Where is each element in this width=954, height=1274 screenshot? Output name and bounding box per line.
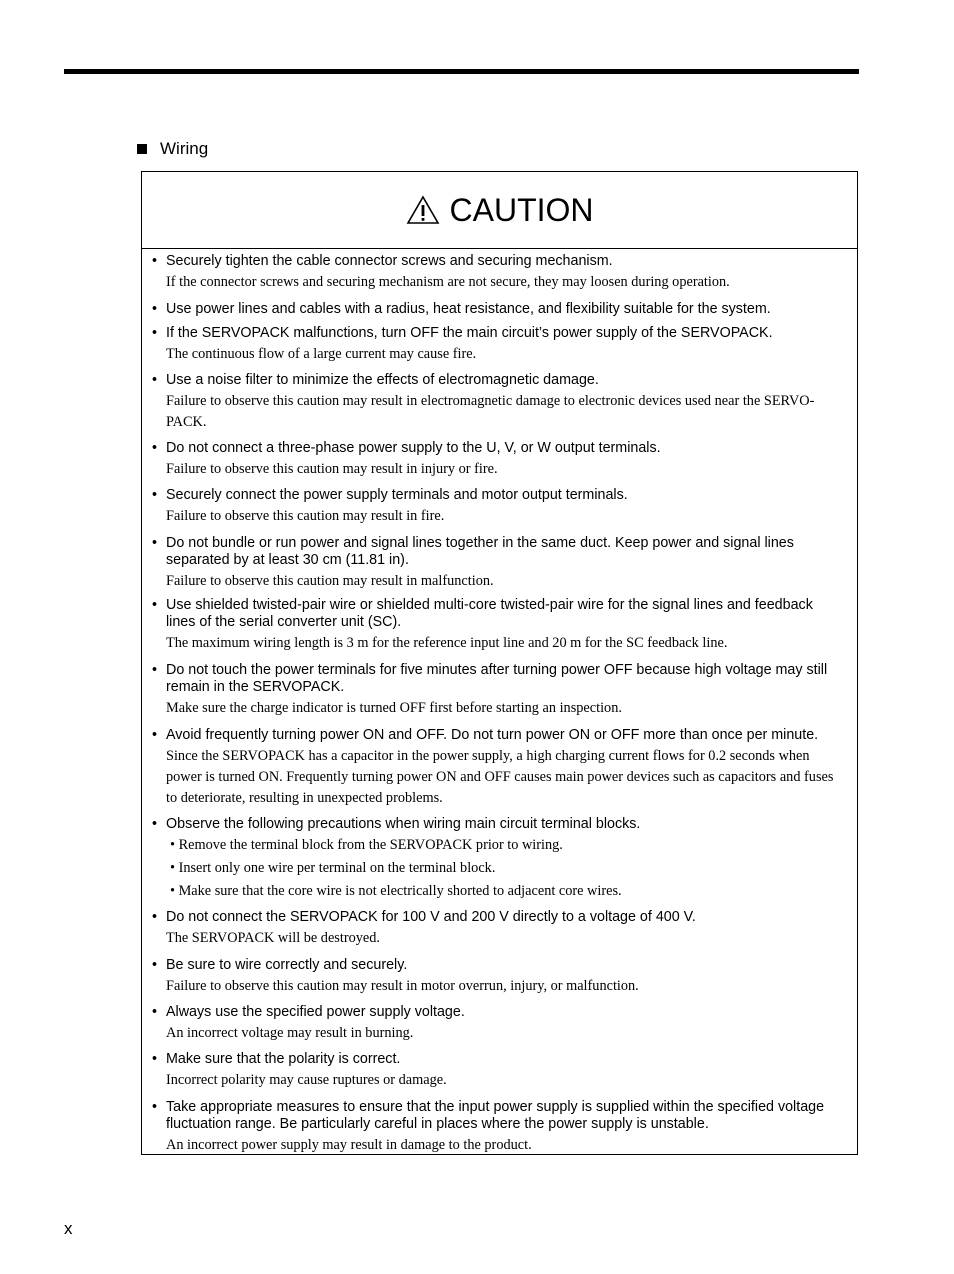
caution-item-main: If the SERVOPACK malfunctions, turn OFF the main circuit’s power supply of the SERVOPACK. xyxy=(166,325,773,341)
top-rule xyxy=(64,69,859,74)
caution-item-main: Do not connect a three-phase power supply to the U, V, or W output terminals. xyxy=(166,440,661,456)
bullet-dot: • xyxy=(152,440,158,456)
bullet-dot: • xyxy=(152,372,158,388)
caution-item-note: The continuous flow of a large current may cause fire. xyxy=(166,346,477,362)
bullet-dot: • xyxy=(152,727,158,743)
bullet-dot: • xyxy=(152,957,158,973)
caution-item xyxy=(152,535,844,592)
caution-item-text xyxy=(152,1051,844,1068)
caution-item-text xyxy=(152,662,844,696)
caution-sub-item: • Insert only one wire per terminal on the terminal block. xyxy=(170,860,496,876)
bullet-dot: • xyxy=(152,1004,158,1020)
caution-item-text xyxy=(152,440,844,457)
caution-item-main: Securely tighten the cable connector screws and securing mechanism. xyxy=(166,253,613,269)
caution-item-text xyxy=(152,1004,844,1021)
caution-item-main: Securely connect the power supply terminals and motor output terminals. xyxy=(166,487,628,503)
caution-item-text xyxy=(152,957,844,974)
caution-item-note: If the connector screws and securing mechanism are not secure, they may loosen during operation. xyxy=(166,274,730,290)
caution-item-main: Make sure that the polarity is correct. xyxy=(166,1051,401,1067)
caution-item-note: Failure to observe this caution may result in motor overrun, injury, or malfunction. xyxy=(166,978,639,994)
caution-item-main: Be sure to wire correctly and securely. xyxy=(166,957,408,973)
section-heading-text: Wiring xyxy=(160,139,209,158)
caution-item xyxy=(152,662,844,719)
warning-triangle-icon xyxy=(406,195,440,225)
caution-item-main: Always use the specified power supply voltage. xyxy=(166,1004,465,1020)
caution-item-note: Failure to observe this caution may result in malfunction. xyxy=(166,573,494,589)
caution-item-text xyxy=(152,597,844,631)
caution-box xyxy=(141,171,858,1155)
page-number: x xyxy=(64,1219,73,1238)
caution-item-text xyxy=(152,325,844,342)
bullet-dot: • xyxy=(152,325,158,341)
caution-item xyxy=(152,301,844,318)
caution-item-note: Failure to observe this caution may result in electromagnetic damage to electronic devices used near the SERVO-PACK. xyxy=(166,393,815,430)
caution-item-note: Since the SERVOPACK has a capacitor in the power supply, a high charging current flows for 0.2 seconds when power is turned ON. Frequently turning power ON and OFF causes main power devices such as capacitors and fuses to deteriorate, resulting in unexpected problems. xyxy=(166,748,834,806)
caution-item xyxy=(152,440,844,480)
caution-sub-item: • Remove the terminal block from the SERVOPACK prior to wiring. xyxy=(170,837,563,853)
caution-item-note: The SERVOPACK will be destroyed. xyxy=(166,930,380,946)
caution-item-main: Avoid frequently turning power ON and OFF. Do not turn power ON or OFF more than once per minute. xyxy=(166,727,819,743)
caution-item-text xyxy=(152,253,844,270)
bullet-dot: • xyxy=(152,487,158,503)
bullet-dot: • xyxy=(152,535,158,551)
caution-item-text xyxy=(152,1099,844,1133)
caution-item-note: The maximum wiring length is 3 m for the reference input line and 20 m for the SC feedback line. xyxy=(166,635,728,651)
caution-item-note: Failure to observe this caution may result in fire. xyxy=(166,508,445,524)
caution-sub-item: • Make sure that the core wire is not electrically shorted to adjacent core wires. xyxy=(170,883,622,899)
bullet-dot: • xyxy=(152,1099,158,1115)
caution-item-text xyxy=(152,727,844,744)
bullet-dot: • xyxy=(152,301,158,317)
caution-item-text xyxy=(152,535,844,569)
caution-item xyxy=(152,253,844,293)
caution-item xyxy=(152,1004,844,1044)
caution-item xyxy=(152,325,844,365)
caution-item-note: An incorrect voltage may result in burning. xyxy=(166,1025,414,1041)
square-bullet-icon xyxy=(137,144,147,154)
caution-item-note: An incorrect power supply may result in damage to the product. xyxy=(166,1137,532,1153)
bullet-dot: • xyxy=(152,662,158,678)
caution-item xyxy=(152,957,844,997)
caution-item-text xyxy=(152,816,844,833)
caution-item xyxy=(152,372,844,433)
caution-item-main: Observe the following precautions when wiring main circuit terminal blocks. xyxy=(166,816,641,832)
caution-item-main: Use a noise filter to minimize the effects of electromagnetic damage. xyxy=(166,372,599,388)
caution-item-main: Do not connect the SERVOPACK for 100 V and 200 V directly to a voltage of 400 V. xyxy=(166,909,696,925)
caution-item-text xyxy=(152,372,844,389)
caution-item-text xyxy=(152,909,844,926)
section-heading xyxy=(137,139,208,159)
bullet-dot: • xyxy=(152,816,158,832)
caution-item xyxy=(152,909,844,949)
bullet-dot: • xyxy=(152,253,158,269)
caution-item-main: Use power lines and cables with a radius, heat resistance, and flexibility suitable for the system. xyxy=(166,301,771,317)
caution-item-note: Make sure the charge indicator is turned OFF first before starting an inspection. xyxy=(166,700,622,716)
bullet-dot: • xyxy=(152,909,158,925)
bullet-dot: • xyxy=(152,1051,158,1067)
caution-item xyxy=(152,487,844,527)
caution-header xyxy=(142,172,857,249)
caution-item xyxy=(152,597,844,654)
caution-item xyxy=(152,816,844,900)
caution-item-main: Take appropriate measures to ensure that the input power supply is supplied within the specified voltage fluctuation range. Be particularly careful in places where the power supply is unstable. xyxy=(166,1099,825,1132)
caution-item xyxy=(152,727,844,809)
caution-title: CAUTION xyxy=(449,191,594,228)
caution-item xyxy=(152,1051,844,1091)
caution-item-main: Use shielded twisted-pair wire or shielded multi-core twisted-pair wire for the signal lines and feedback lines of the serial converter unit (SC). xyxy=(166,597,813,630)
caution-item xyxy=(152,1099,844,1156)
caution-item-text xyxy=(152,301,844,318)
caution-item-main: Do not touch the power terminals for five minutes after turning power OFF because high voltage may still remain in the SERVOPACK. xyxy=(166,662,828,695)
caution-item-note: Failure to observe this caution may result in injury or fire. xyxy=(166,461,498,477)
caution-item-main: Do not bundle or run power and signal lines together in the same duct. Keep power and signal lines separated by at least 30 cm (11.81 in). xyxy=(166,535,794,568)
bullet-dot: • xyxy=(152,597,158,613)
caution-item-text xyxy=(152,487,844,504)
caution-item-note: Incorrect polarity may cause ruptures or damage. xyxy=(166,1072,447,1088)
